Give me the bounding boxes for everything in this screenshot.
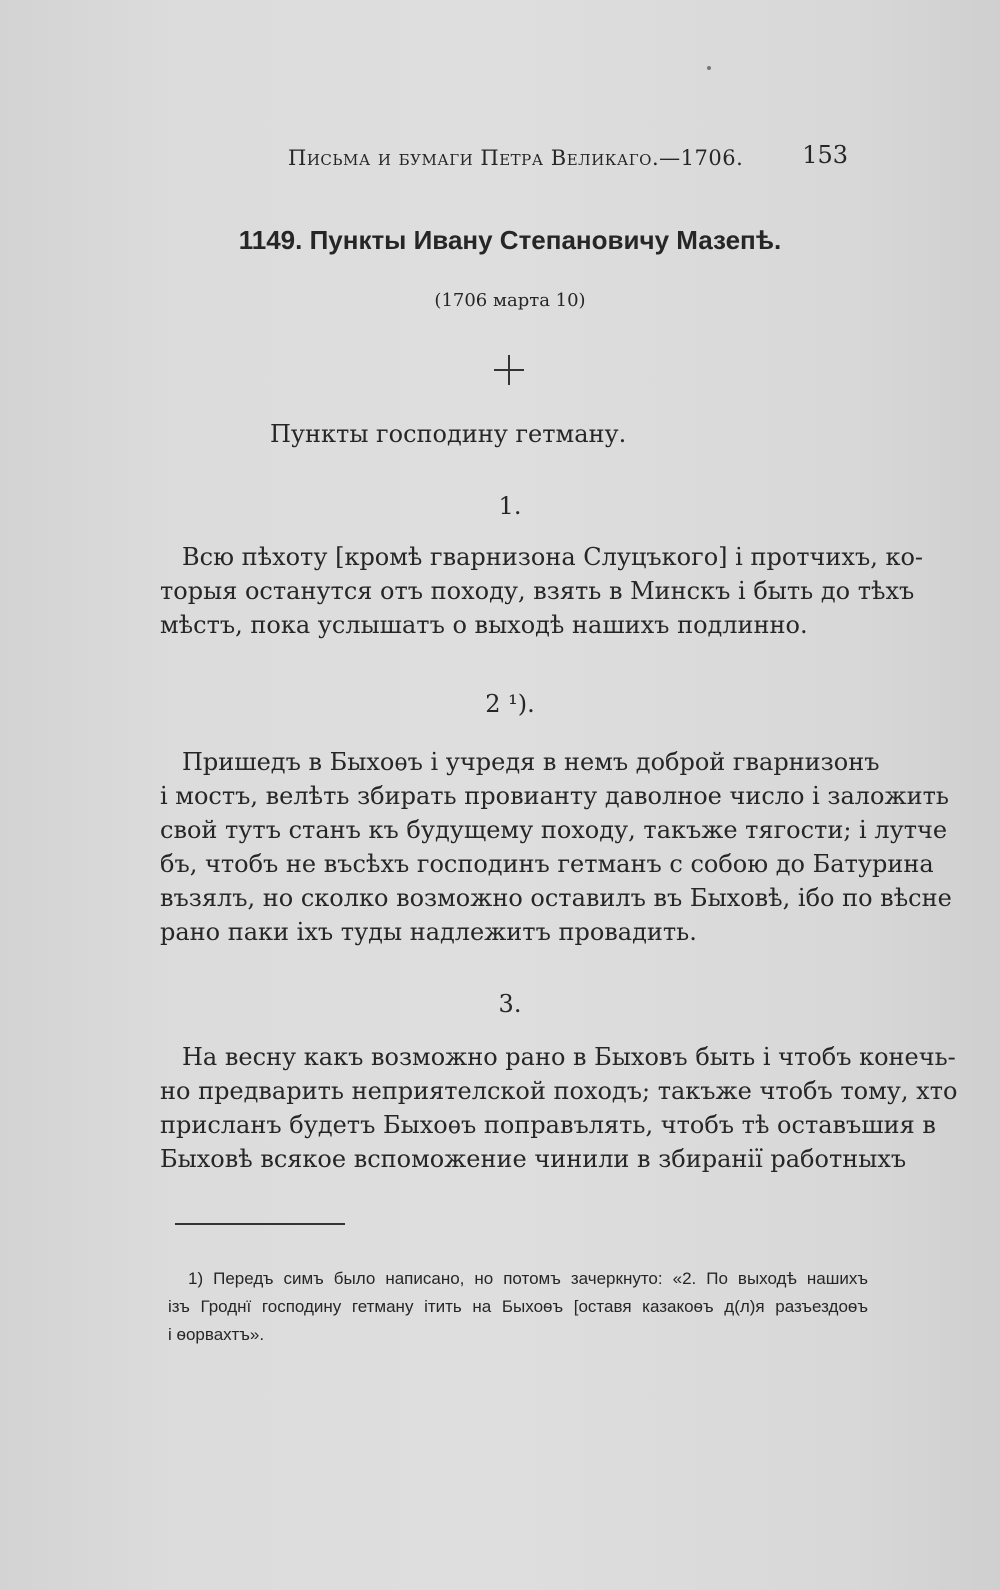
paragraph-line: свой тутъ станъ къ будущему походу, такъже тягости; і лутче bbox=[160, 816, 948, 844]
footnote-rule bbox=[175, 1223, 345, 1225]
paragraph-line: і мостъ, велѣть збирать провианту даволное число і заложить bbox=[160, 782, 949, 810]
paragraph-line: Пришедъ в Быхоѳъ і учредя в немъ доброй гварнизонъ bbox=[182, 748, 880, 776]
paragraph-line: На весну какъ возможно рано в Быховъ быть і чтобъ конечь- bbox=[182, 1043, 956, 1071]
paragraph-line: но предварить неприятелской походъ; такъже чтобъ тому, хто bbox=[160, 1077, 958, 1105]
cross-icon bbox=[494, 355, 524, 385]
paragraph-line: рано паки іхъ туды надлежитъ провадить. bbox=[160, 918, 697, 946]
section-number: 2 ¹). bbox=[485, 690, 535, 718]
paragraph-line: Быховѣ всякое вспоможение чинили в збиранії работныхъ bbox=[160, 1145, 907, 1173]
footnote bbox=[168, 1265, 868, 1349]
running-title: Письма и бумаги Петра Великаго.—1706. bbox=[288, 146, 744, 170]
paragraph-line: бъ, чтобъ не въсѣхъ господинъ гетманъ с собою до Батурина bbox=[160, 850, 934, 878]
document-date: (1706 марта 10) bbox=[434, 290, 586, 311]
paragraph-line: възялъ, но сколко возможно оставилъ въ Быховѣ, ібо по вѣсне bbox=[160, 884, 952, 912]
section-paragraph bbox=[160, 745, 952, 949]
page-header bbox=[288, 141, 848, 176]
paragraph-line: мѣстъ, пока услышатъ о выходѣ нашихъ подлинно. bbox=[160, 611, 808, 639]
paper-speck bbox=[707, 66, 711, 70]
footnote-line: і ѳорвахтъ». bbox=[168, 1325, 265, 1344]
paragraph-line: торыя останутся отъ походу, взять в Минскъ і быть до тѣхъ bbox=[160, 577, 915, 605]
footnote-line: 1) Передъ симъ было написано, но потомъ зачеркнуто: «2. По выходѣ нашихъ bbox=[188, 1269, 868, 1288]
document-title: 1149. Пункты Ивану Степановичу Мазепѣ. bbox=[238, 225, 782, 255]
page-number: 153 bbox=[802, 141, 848, 169]
section-number: 3. bbox=[498, 990, 522, 1018]
footnote-line: ізъ Гроднї господину гетману ітить на Быхоѳъ [оставя казакоѳъ д(л)я разъездоѳъ bbox=[168, 1297, 868, 1316]
document-heading: Пункты господину гетману. bbox=[270, 420, 627, 448]
section-paragraph bbox=[160, 540, 924, 642]
section-paragraph bbox=[160, 1040, 958, 1176]
paragraph-line: Всю пѣхоту [кромѣ гварнизона Слуцъкого] і протчихъ, ко- bbox=[182, 543, 924, 571]
section-number: 1. bbox=[498, 492, 522, 520]
paragraph-line: присланъ будетъ Быхоѳъ поправълять, чтобъ тѣ оставъшия в bbox=[160, 1111, 936, 1139]
